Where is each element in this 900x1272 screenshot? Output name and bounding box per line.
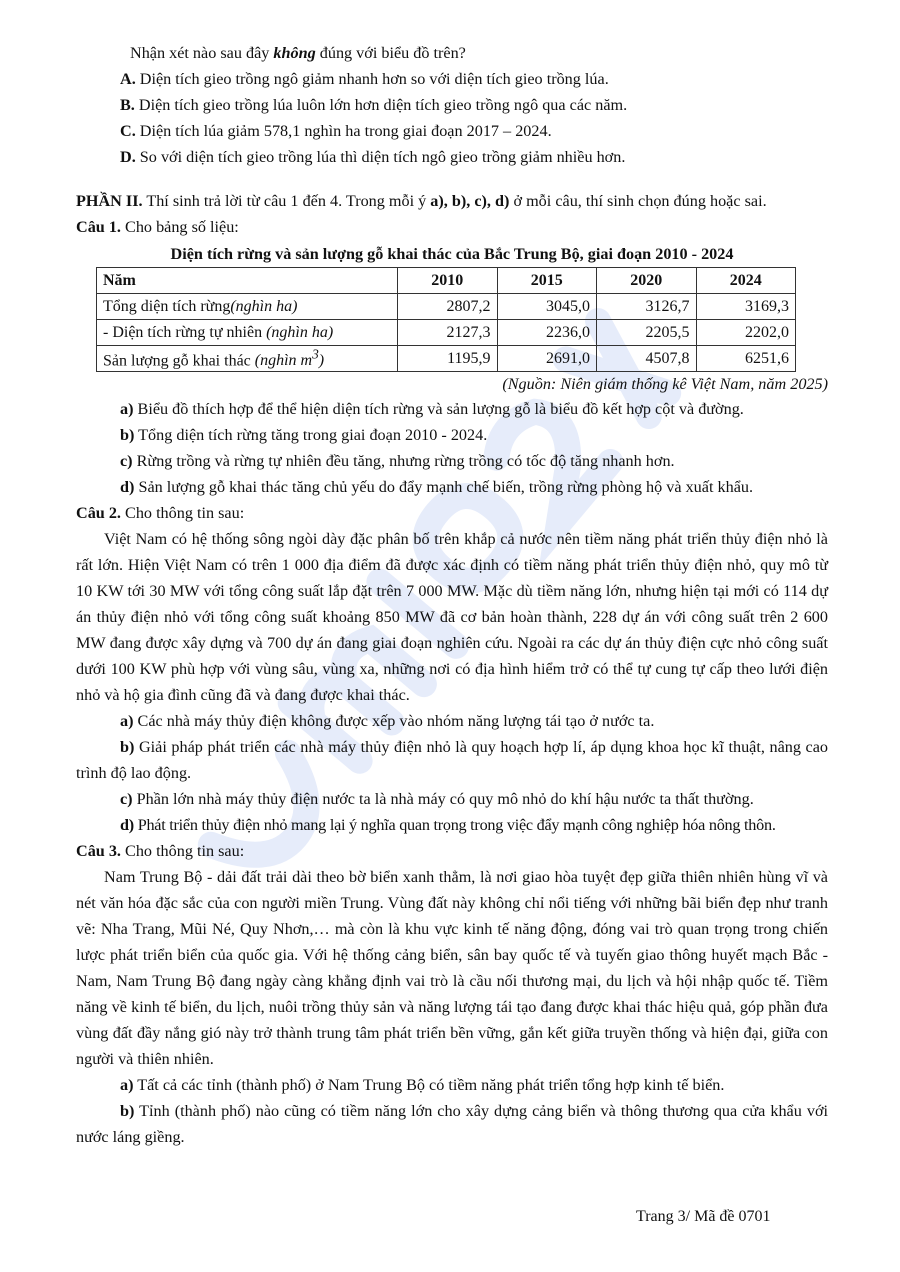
table-row <box>97 346 796 372</box>
table-header-row <box>97 268 796 294</box>
item-label: a) <box>120 400 134 418</box>
header-cell: 2015 <box>497 268 597 294</box>
item-text: Tất cả các tỉnh (thành phố) ở Nam Trung Bộ có tiềm năng phát triển tổng hợp kinh tế biển. <box>133 1076 725 1094</box>
item-label: a) <box>120 712 134 730</box>
table-cell: 3126,7 <box>597 294 697 320</box>
option-d <box>76 144 828 170</box>
row-name: Sản lượng gỗ khai thác <box>103 352 255 370</box>
row-label <box>97 320 398 346</box>
option-text: Diện tích gieo trồng lúa luôn lớn hơn diện tích gieo trồng ngô qua các năm. <box>134 96 628 114</box>
previous-question-stem <box>76 40 828 66</box>
cau1-item-c <box>76 448 828 474</box>
question-intro: Cho thông tin sau: <box>120 504 245 522</box>
cau3-item-b <box>76 1098 828 1150</box>
table-cell: 2127,3 <box>398 320 498 346</box>
cau3-item-a <box>76 1072 828 1098</box>
table-cell: 1195,9 <box>398 346 498 372</box>
item-label: d) <box>120 478 135 496</box>
cau1-item-b <box>76 422 828 448</box>
cau1-item-a <box>76 396 828 422</box>
part-text: Thí sinh trả lời từ câu 1 đến 4. Trong mỗi ý <box>142 192 431 210</box>
option-label: C. <box>120 122 136 140</box>
table-source: (Nguồn: Niên giám thống kê Việt Nam, năm 2025) <box>502 375 828 393</box>
cau2-item-a <box>76 708 828 734</box>
option-label: D. <box>120 148 136 166</box>
cau3-paragraph: Nam Trung Bộ - dải đất trải dài theo bờ biển xanh thẳm, là nơi giao hòa tuyệt đẹp giữa thiên nhiên hùng vĩ và nét văn hóa đặc sắc của con người miền Trung. Vùng đất này không chỉ nổi tiếng với những bãi biển đẹp như tranh vẽ: Nha Trang, Mũi Né, Quy Nhơn,… mà còn là khu vực kinh tế năng động, đóng vai trò quan trọng trong chiến lược phát triển biển của quốc gia. Với hệ thống cảng biển, sân bay quốc tế và tuyến giao thông huyết mạch Bắc - Nam, Nam Trung Bộ đang ngày càng khẳng định vai trò là cầu nối thương mại, du lịch và hội nhập quốc tế. Tiềm năng về kinh tế biển, du lịch, nuôi trồng thủy sản và năng lượng tái tạo đang được khai thác hiệu quả, góp phần đưa vùng đất đầy nắng gió này trở thành trung tâm phát triển bền vững, gắn kết giữa truyền thống và hiện đại, giữa con người và thiên nhiên. <box>76 868 828 1068</box>
header-cell: Năm <box>97 268 398 294</box>
option-a <box>76 66 828 92</box>
item-label: b) <box>120 426 135 444</box>
part2-instructions <box>76 188 828 214</box>
item-text: Rừng trồng và rừng tự nhiên đều tăng, nhưng rừng trồng có tốc độ tăng nhanh hơn. <box>132 452 675 470</box>
item-label: c) <box>120 452 133 470</box>
header-cell: 2024 <box>696 268 796 294</box>
cau1-item-d <box>76 474 828 500</box>
cau3-heading <box>76 838 828 864</box>
option-text: So với diện tích gieo trồng lúa thì diện tích ngô gieo trồng giảm nhiều hơn. <box>135 148 626 166</box>
row-name: Tổng diện tích rừng <box>103 297 231 315</box>
unit-superscript: 3 <box>312 346 319 362</box>
question-label: Câu 1. <box>76 218 121 236</box>
part-items: a), b), c), d) <box>430 192 510 210</box>
option-label: B. <box>120 96 135 114</box>
row-unit <box>254 346 325 370</box>
table-cell: 2202,0 <box>696 320 796 346</box>
unit-text: (nghìn m <box>254 352 313 370</box>
cau2-item-b <box>76 734 828 786</box>
item-label: b) <box>120 738 135 756</box>
table-row <box>97 294 796 320</box>
stem-text: Nhận xét nào sau đây <box>130 44 274 62</box>
stem-text-end: đúng với biểu đồ trên? <box>315 44 466 62</box>
option-c <box>76 118 828 144</box>
question-intro: Cho bảng số liệu: <box>120 218 239 236</box>
item-label: d) <box>120 816 134 834</box>
unit-close: ) <box>318 352 325 370</box>
option-label: A. <box>120 70 136 88</box>
question-intro: Cho thông tin sau: <box>120 842 245 860</box>
item-text: Biểu đồ thích hợp để thể hiện diện tích rừng và sản lượng gỗ là biểu đồ kết hợp cột và đường. <box>133 400 744 418</box>
row-unit: (nghìn ha) <box>230 297 298 315</box>
header-cell: 2020 <box>597 268 697 294</box>
header-cell: 2010 <box>398 268 498 294</box>
table-cell: 2691,0 <box>497 346 597 372</box>
cau2-item-c <box>76 786 828 812</box>
row-label <box>97 346 398 372</box>
cau2-item-d <box>76 812 828 838</box>
stem-emphasis: không <box>273 44 316 62</box>
option-text: Diện tích gieo trồng ngô giảm nhanh hơn so với diện tích gieo trồng lúa. <box>135 70 609 88</box>
option-text: Diện tích lúa giảm 578,1 nghìn ha trong giai đoạn 2017 – 2024. <box>135 122 552 140</box>
table-cell: 3045,0 <box>497 294 597 320</box>
option-b <box>76 92 828 118</box>
table-cell: 2205,5 <box>597 320 697 346</box>
item-label: c) <box>120 790 133 808</box>
item-text: Sản lượng gỗ khai thác tăng chủ yếu do đẩy mạnh chế biến, trồng rừng phòng hộ và xuất khẩu. <box>134 478 754 496</box>
item-label: b) <box>120 1102 135 1120</box>
table-cell: 4507,8 <box>597 346 697 372</box>
table-title: Diện tích rừng và sản lượng gỗ khai thác của Bắc Trung Bộ, giai đoạn 2010 - 2024 <box>170 245 734 263</box>
row-label <box>97 294 398 320</box>
cau1-heading <box>76 214 828 240</box>
cau2-heading <box>76 500 828 526</box>
part-text-end: ở mỗi câu, thí sinh chọn đúng hoặc sai. <box>509 192 767 210</box>
question-label: Câu 3. <box>76 842 121 860</box>
table-cell: 3169,3 <box>696 294 796 320</box>
row-name: - Diện tích rừng tự nhiên <box>103 323 267 341</box>
item-text: Giải pháp phát triển các nhà máy thủy điện nhỏ là quy hoạch hợp lí, áp dụng khoa học kĩ thuật, nâng cao trình độ lao động. <box>76 738 828 782</box>
item-text: Phát triển thủy điện nhỏ mang lại ý nghĩa quan trọng trong việc đẩy mạnh công nghiệp hóa nông thôn. <box>133 816 776 834</box>
part-label: PHẦN II. <box>76 192 143 210</box>
table-row <box>97 320 796 346</box>
table-cell: 2236,0 <box>497 320 597 346</box>
row-unit: (nghìn ha) <box>266 323 334 341</box>
item-label: a) <box>120 1076 134 1094</box>
item-text: Các nhà máy thủy điện không được xếp vào nhóm năng lượng tái tạo ở nước ta. <box>133 712 655 730</box>
item-text: Tỉnh (thành phố) nào cũng có tiềm năng lớn cho xây dựng cảng biển và thông thương qua cửa khẩu với nước láng giềng. <box>76 1102 828 1146</box>
table-cell: 2807,2 <box>398 294 498 320</box>
item-text: Phần lớn nhà máy thủy điện nước ta là nhà máy có quy mô nhỏ do khí hậu nước ta thất thường. <box>132 790 754 808</box>
cau2-paragraph: Việt Nam có hệ thống sông ngòi dày đặc phân bố trên khắp cả nước nên tiềm năng phát triển thủy điện nhỏ là rất lớn. Hiện Việt Nam có trên 1 000 địa điểm đã được xác định có tiềm năng phát triển thủy điện nhỏ, quy mô từ 10 KW tới 30 MW với tổng công suất lắp đặt trên 7 000 MW. Mặc dù tiềm năng lớn, nhưng hiện tại mới có 114 dự án thủy điện nhỏ với tổng công suất khoảng 850 MW đã cơ bản hoàn thành, 228 dự án với công suất trên 2 600 MW đang được xây dựng và 700 dự án đang giai đoạn nghiên cứu. Ngoài ra các dự án thủy điện cực nhỏ công suất dưới 100 KW phù hợp với vùng sâu, vùng xa, những nơi có địa hình hiểm trở có thể tự cung tự cấp theo lưới điện nhỏ và hộ gia đình cũng đã và đang được khai thác. <box>76 530 828 704</box>
table-cell: 6251,6 <box>696 346 796 372</box>
question-label: Câu 2. <box>76 504 121 522</box>
data-table <box>96 267 796 372</box>
exam-page <box>76 40 828 1150</box>
page-footer: Trang 3/ Mã đề 0701 <box>636 1208 771 1225</box>
item-text: Tổng diện tích rừng tăng trong giai đoạn 2010 - 2024. <box>134 426 488 444</box>
